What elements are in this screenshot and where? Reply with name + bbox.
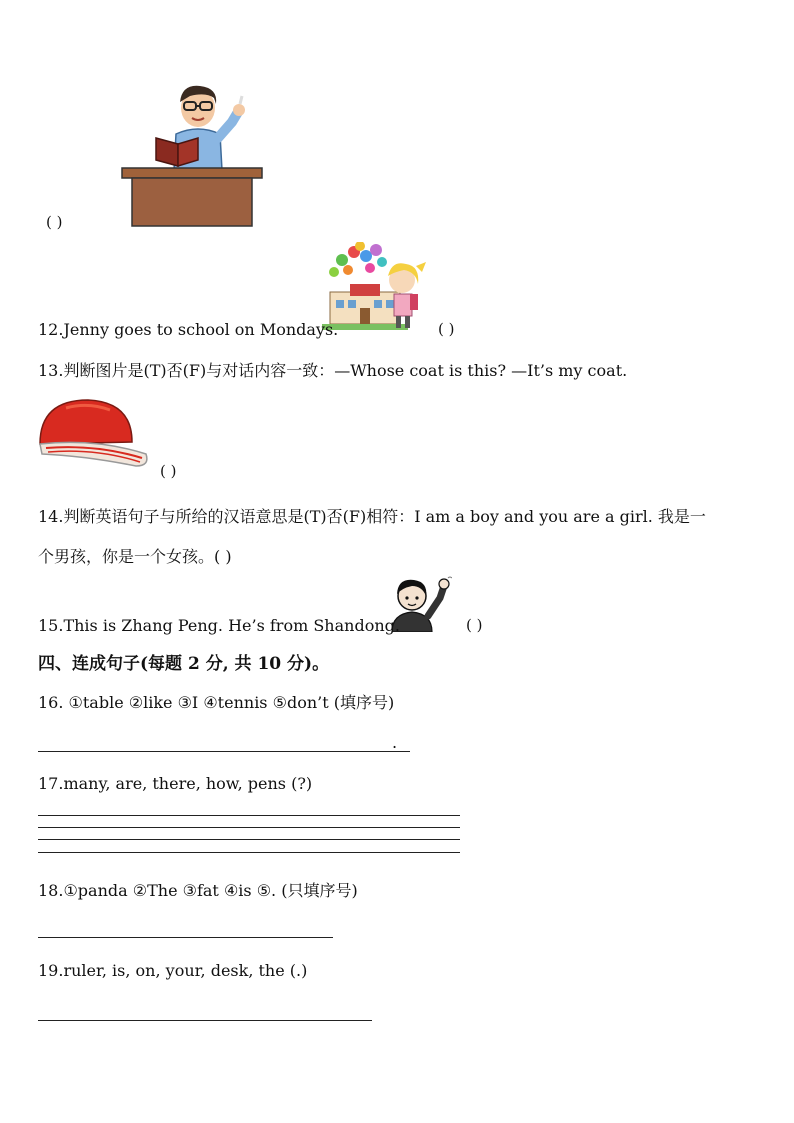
q17-answer-line-3[interactable] — [38, 839, 460, 840]
q16-answer-line[interactable] — [38, 751, 410, 752]
q18-answer-line[interactable] — [38, 937, 333, 938]
q16-text: 16. ①table ②like ③I ④tennis ⑤don’t (填序号) — [38, 693, 395, 712]
q17-answer-line-4[interactable] — [38, 852, 460, 853]
q14-text-line1: 14.判断英语句子与所给的汉语意思是(T)否(F)相符：I am a boy and you are a girl. 我是一 — [38, 507, 706, 526]
q17-text: 17.many, are, there, how, pens (?) — [38, 774, 313, 793]
q12-answer-paren[interactable]: ( ) — [438, 320, 455, 338]
teacher-illustration — [118, 82, 268, 232]
q13-answer-paren[interactable]: ( ) — [160, 462, 177, 480]
q15-text: 15.This is Zhang Peng. He’s from Shandong. — [38, 616, 400, 635]
q11-answer-paren[interactable]: ( ) — [46, 213, 63, 231]
q17-answer-line-2[interactable] — [38, 827, 460, 828]
q18-text: 18.①panda ②The ③fat ④is ⑤. (只填序号) — [38, 881, 358, 900]
q17-answer-line-1[interactable] — [38, 815, 460, 816]
q19-answer-line[interactable] — [38, 1020, 372, 1021]
school-girl-illustration — [322, 242, 432, 334]
q13-text: 13.判断图片是(T)否(F)与对话内容一致：—Whose coat is this? —It’s my coat. — [38, 361, 628, 380]
q14-text-line2: 个男孩，你是一个女孩。( ) — [38, 547, 232, 566]
red-cap-illustration — [36, 394, 154, 474]
section-heading: 四、连成句子(每题 2 分, 共 10 分)。 — [38, 654, 330, 674]
q19-text: 19.ruler, is, on, your, desk, the (.) — [38, 961, 308, 980]
q16-end-mark: . — [392, 733, 398, 752]
q15-answer-paren[interactable]: ( ) — [466, 616, 483, 634]
q12-text: 12.Jenny goes to school on Mondays. — [38, 320, 339, 339]
